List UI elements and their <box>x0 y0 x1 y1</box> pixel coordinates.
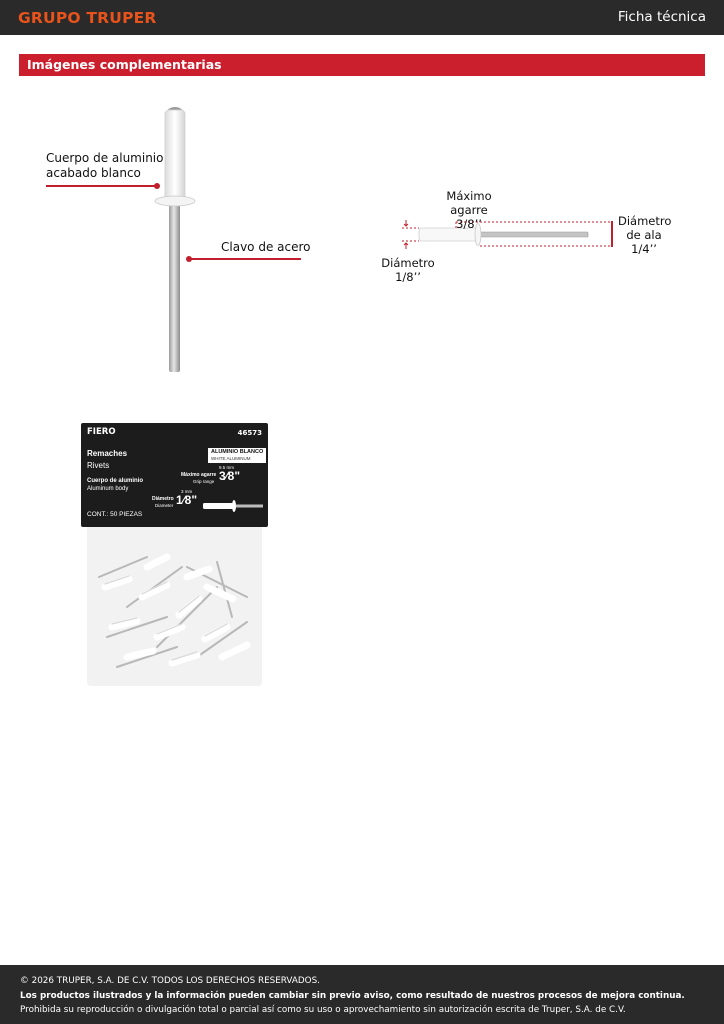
package-rivet-icon <box>201 499 265 513</box>
footer <box>0 965 724 1024</box>
flange-label-2: de ala <box>626 228 662 242</box>
package-dia-mm: 3 mm <box>181 489 193 494</box>
package-header-card <box>81 423 268 527</box>
flange-dimension-label <box>618 214 670 256</box>
footer-copyright: © 2026 TRUPER, S.A. DE C.V. TODOS LOS DERECHOS RESERVADOS. <box>20 976 320 986</box>
package-grip-mm: 9.5 mm <box>219 465 235 470</box>
package-dia-es: Diámetro <box>152 496 174 502</box>
package-material-tag <box>208 448 266 463</box>
package-logo: FIERO <box>87 427 116 437</box>
nail-callout-dot <box>186 256 192 262</box>
package-image <box>81 423 268 686</box>
brand-logo: GRUPO TRUPER <box>18 9 157 27</box>
footer-prohibition: Prohibida su reproducción o divulgación total o parcial así como su uso o aprovechamiento sin autorización escrita de Truper, S.A. de C.V. <box>20 1005 626 1015</box>
footer-notice: Los productos ilustrados y la información pueden cambiar sin previo aviso, como resultado de nuestros procesos de mejora continua. <box>20 991 685 1001</box>
package-count: CONT.: 50 PIEZAS <box>87 511 143 518</box>
flange-value: 1/4’’ <box>631 242 657 256</box>
rivet-image <box>150 104 210 376</box>
package-body-es: Cuerpo de aluminio <box>87 478 144 484</box>
diameter-label: Diámetro <box>381 256 435 270</box>
package-body-en: Aluminum body <box>87 486 129 492</box>
package-grip-value: 3⁄8" <box>219 469 241 483</box>
body-callout <box>46 151 164 181</box>
document-type: Ficha técnica <box>617 9 706 25</box>
package-grip-en: Grip range <box>193 479 215 484</box>
package-grip-es: Máximo agarre <box>181 472 217 478</box>
flange-label-1: Diámetro <box>618 214 672 228</box>
grip-dimension-label <box>430 189 508 231</box>
nail-callout: Clavo de acero <box>221 240 311 254</box>
body-callout-leader <box>46 185 156 187</box>
package-name-es: Remaches <box>87 449 128 458</box>
grip-value: 3/8’’ <box>456 217 482 231</box>
package-name-en: Rivets <box>87 461 110 470</box>
diameter-value: 1/8’’ <box>395 270 421 284</box>
grip-label: Máximo agarre <box>446 189 492 217</box>
section-title: Imágenes complementarias <box>27 57 222 72</box>
package-rivets-pile <box>87 527 262 686</box>
body-callout-line2: acabado blanco <box>46 166 141 180</box>
section-header <box>19 54 705 76</box>
package-code: 46573 <box>237 429 262 437</box>
top-bar <box>0 0 724 35</box>
package-tag-line2: WHITE ALUMINUM <box>211 456 251 461</box>
package-bag <box>87 527 262 686</box>
package-dia-value: 1⁄8" <box>176 493 198 507</box>
body-callout-line1: Cuerpo de aluminio <box>46 151 164 165</box>
diameter-dimension-label <box>380 256 436 284</box>
package-dia-en: Diameter <box>155 503 174 508</box>
nail-callout-leader <box>190 258 301 260</box>
body-callout-dot <box>154 183 160 189</box>
package-tag-line1: ALUMINIO BLANCO <box>211 449 264 455</box>
